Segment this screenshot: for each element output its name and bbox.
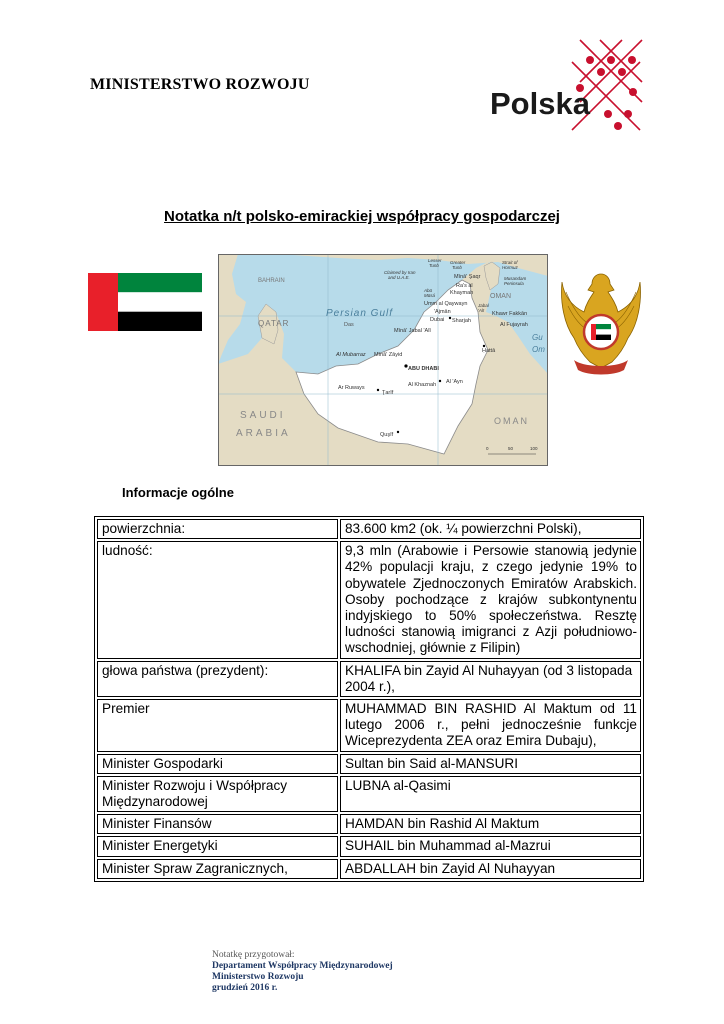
map-label-jabal-ali-port: Mīnā' Jabal 'Alī: [394, 328, 431, 334]
row-value-line: ABDALLAH bin Zayid Al Nuhayyan: [345, 860, 556, 876]
table-row: [97, 776, 641, 812]
map-scale-0: 0: [486, 446, 489, 451]
map-label-gulf-oman-1: Gu: [532, 333, 543, 342]
map-label-lesser-2: Tunb: [429, 263, 439, 268]
row-label: Minister Spraw Zagranicznych,: [97, 859, 338, 879]
map-label-abu-musa-1: Abū: [424, 288, 433, 293]
map-label-uaq: Umm al Qaywayn: [424, 301, 468, 307]
row-value: [340, 814, 641, 834]
map-label-oman-south: OMAN: [494, 416, 529, 426]
info-table: [94, 516, 644, 882]
map-label-jabal-2: 'Alī: [478, 308, 484, 313]
row-value-line: LUBNA al-Qasimi: [345, 777, 451, 793]
map-label-gulf-oman-2: Om: [532, 345, 545, 354]
row-label: Minister Gospodarki: [97, 754, 338, 774]
map-label-mubarraz: Al Mubarraz: [336, 352, 366, 358]
map-label-al-ayn: Al 'Ayn: [446, 379, 463, 385]
map-label-mina-saqr: Mīnā' Şaqr: [454, 274, 481, 280]
ministry-name: MINISTERSTWO ROZWOJU: [90, 76, 310, 93]
table-row: [97, 836, 641, 856]
map-label-jabal-1: Jabal: [478, 303, 489, 308]
map-label-khawr-fakkan: Khawr Fakkān: [492, 311, 528, 317]
map-label-strait-2: Hormuz: [502, 265, 518, 270]
table-row: [97, 814, 641, 834]
map-scale-100: 100: [530, 446, 538, 451]
section-title: Informacje ogólne: [122, 485, 234, 500]
map-label-dubai: Dubai: [430, 317, 445, 323]
row-label: Minister Finansów: [97, 814, 338, 834]
map-label-hatta: Ḥattā: [482, 348, 496, 354]
table-row: [97, 859, 641, 879]
row-label: Minister Energetyki: [97, 836, 338, 856]
row-label: ludność:: [97, 541, 338, 658]
map-label-fujayrah: Al Fujayrah: [500, 322, 528, 328]
row-value-line: 9,3 mln (Arabowie i Persowie stanowią jedynie 42% populacji kraju, z czego jedynie 19% to obywatele Zjednoczonych Emiratów Arabskich. Osoby pochodzące z krajów subkontynentu indyjskiego to 50% społeczeństwa. Resztę ludności stanowią imigranci z Azji południowo-wschodniej, głównie z Filipin): [345, 543, 637, 656]
map-label-musandam-2: Peninsula: [504, 281, 524, 286]
row-value: [340, 541, 641, 658]
row-value: [340, 519, 641, 539]
map-label-khaznah: Al Khaznah: [408, 382, 437, 388]
map-label-tarif: Ţarīf: [382, 390, 394, 396]
row-value-line: Sultan bin Said al-MANSURI: [345, 755, 519, 771]
document-title: Notatka n/t polsko-emirackiej współpracy gospodarczej: [164, 208, 560, 225]
row-value: [340, 754, 641, 774]
polska-logo: [488, 32, 648, 142]
table-row: [97, 754, 641, 774]
row-label: Premier: [97, 699, 338, 752]
map-label-rak-1: Ra's al: [456, 283, 473, 289]
row-value: [340, 661, 641, 697]
row-label: Minister Rozwoju i Współpracy Międzynarodowej: [97, 776, 338, 812]
logo-text: Polska: [490, 86, 590, 121]
map-label-greater-2: Tunb: [452, 265, 462, 270]
row-label: powierzchnia:: [97, 519, 338, 539]
map-label-das: Das: [344, 322, 354, 328]
uae-map: [218, 254, 548, 466]
row-value-line: 2004 r.),: [345, 678, 395, 694]
footer-date: grudzień 2016 r.: [212, 983, 278, 993]
map-label-claimed-1: Claimed by Iran: [384, 270, 416, 275]
row-value: [340, 776, 641, 812]
table-row: [97, 519, 641, 539]
map-label-lesser-1: Lesser: [428, 258, 442, 263]
map-label-claimed-2: and U.A.E.: [388, 275, 410, 280]
row-value-line: 83.600 km2 (ok. ¼ powierzchni Polski),: [345, 521, 582, 536]
row-value: [340, 836, 641, 856]
map-label-bahrain: BAHRAIN: [258, 278, 285, 284]
map-label-greater-1: Greater: [450, 260, 466, 265]
footer: [212, 950, 393, 994]
map-label-rak-2: Khaymah: [450, 290, 474, 296]
map-label-qusif: Quşīf: [380, 432, 394, 438]
table-row: [97, 541, 641, 658]
row-value-line: KHALIFA bin Zayid Al Nuhayyan (od 3 listopada: [345, 662, 633, 678]
row-value: [340, 859, 641, 879]
row-label: głowa państwa (prezydent):: [97, 661, 338, 697]
row-value: [340, 699, 641, 752]
map-scale-50: 50: [508, 446, 514, 451]
footer-ministry: Ministerstwo Rozwoju: [212, 972, 304, 982]
map-label-oman-north: OMAN: [490, 293, 511, 300]
map-label-ajman: 'Ajmān: [434, 309, 451, 315]
row-value-line: MUHAMMAD BIN RASHID Al Maktum od 11 lutego 2006 r., pełni jednocześnie funkcje Wiceprezydenta ZEA oraz Emira Dubaju),: [345, 701, 637, 749]
map-label-persian-gulf: Persian Gulf: [326, 308, 394, 319]
map-label-musandam-1: Musandam: [504, 276, 527, 281]
row-value-line: SUHAIL bin Muhammad al-Mazrui: [345, 838, 551, 854]
map-label-arabia: ARABIA: [236, 428, 291, 439]
map-label-ruways: Ar Ruways: [338, 385, 365, 391]
map-label-abu-dhabi: ABU DHABI: [408, 366, 439, 372]
map-label-sharjah: Sharjah: [452, 318, 471, 324]
footer-department: Departament Współpracy Międzynarodowej: [212, 961, 393, 971]
map-label-qatar: QATAR: [258, 319, 290, 328]
row-value-line: HAMDAN bin Rashid Al Maktum: [345, 816, 540, 832]
uae-emblem: [560, 272, 642, 376]
footer-prepared-by: Notatkę przygotował:: [212, 950, 295, 960]
map-label-abu-musa-2: Mūsá: [424, 293, 436, 298]
map-label-strait-1: Strait of: [502, 260, 518, 265]
uae-flag: [88, 273, 202, 331]
table-row: [97, 661, 641, 697]
table-row: [97, 699, 641, 752]
map-label-mina-zayid: Mīnā' Zāyid: [374, 352, 403, 358]
map-label-saudi: SAUDI: [240, 410, 286, 421]
